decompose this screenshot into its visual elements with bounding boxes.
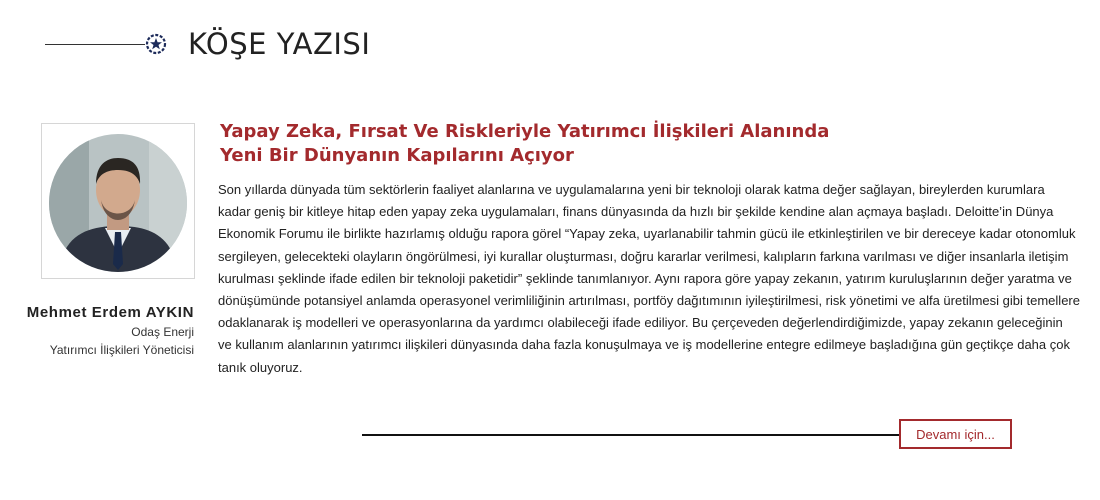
- section-title: KÖŞE YAZISI: [188, 27, 371, 61]
- footer-divider-line: [362, 434, 899, 436]
- read-more-button[interactable]: Devamı için...: [899, 419, 1012, 449]
- author-avatar: [49, 134, 187, 272]
- article-title-line-1[interactable]: Yapay Zeka, Fırsat Ve Riskleriyle Yatırımcı İlişkileri Alanında: [220, 121, 830, 142]
- author-company: Odaş Enerji: [131, 325, 194, 339]
- header-divider-line: [45, 44, 145, 45]
- star-badge-icon: [144, 32, 168, 56]
- author-photo-frame: [41, 123, 195, 279]
- article-title[interactable]: [220, 120, 920, 168]
- article-title-line-2[interactable]: Yeni Bir Dünyanın Kapılarını Açıyor: [220, 145, 574, 166]
- article-excerpt: Son yıllarda dünyada tüm sektörlerin faaliyet alanlarına ve uygulamalarına yeni bir teknoloji olarak katma değer sağlayan, bireylerden kurumlara kadar geniş bir kitleye hitap eden yapay zeka uygulamaları, finans dünyasında da hızlı bir şekilde kendine alan açmaya başladı. Deloitte’in Dünya Ekonomik Forumu ile birlikte hazırlamış olduğu rapora görel “Yapay zeka, uyarlanabilir tahmin gücü ile etkinleştirilen ve bir dereceye kadar otonomluk sergileyen, gelecekteki olayların öngörülmesi, iyi kurallar oluşturması, doğru kararlar verilmesi, kalıpların farkına varılması ve diğer insanlarla iletişim kurulması şeklinde ifade edilen bir teknoloji paketidir” şeklinde tanımlanıyor. Aynı rapora göre yapay zekanın, yatırım kuruluşlarının değer yaratma ve dönüşümünde potansiyel anlamda operasyonel verimliliğinin artırılması, portföy dağıtımının iyileştirilmesi, risk yönetimi ve alfa üretilmesi gibi temellere odaklanarak iş modelleri ve operasyonlarına da yardımcı olabileceği ifade ediliyor. Bu çerçeveden değerlendirdiğimizde, yapay zekanın geleceğinin ve kullanım alanlarının yatırımcı ilişkileri dünyasında daha fazla konuşulmaya ve iş modellerine entegre edilmeye başladığına gün geçtikçe daha çok tanık oluyoruz.: [218, 182, 1080, 375]
- author-role: Yatırımcı İlişkileri Yöneticisi: [49, 343, 194, 357]
- author-name: Mehmet Erdem AYKIN: [26, 304, 194, 321]
